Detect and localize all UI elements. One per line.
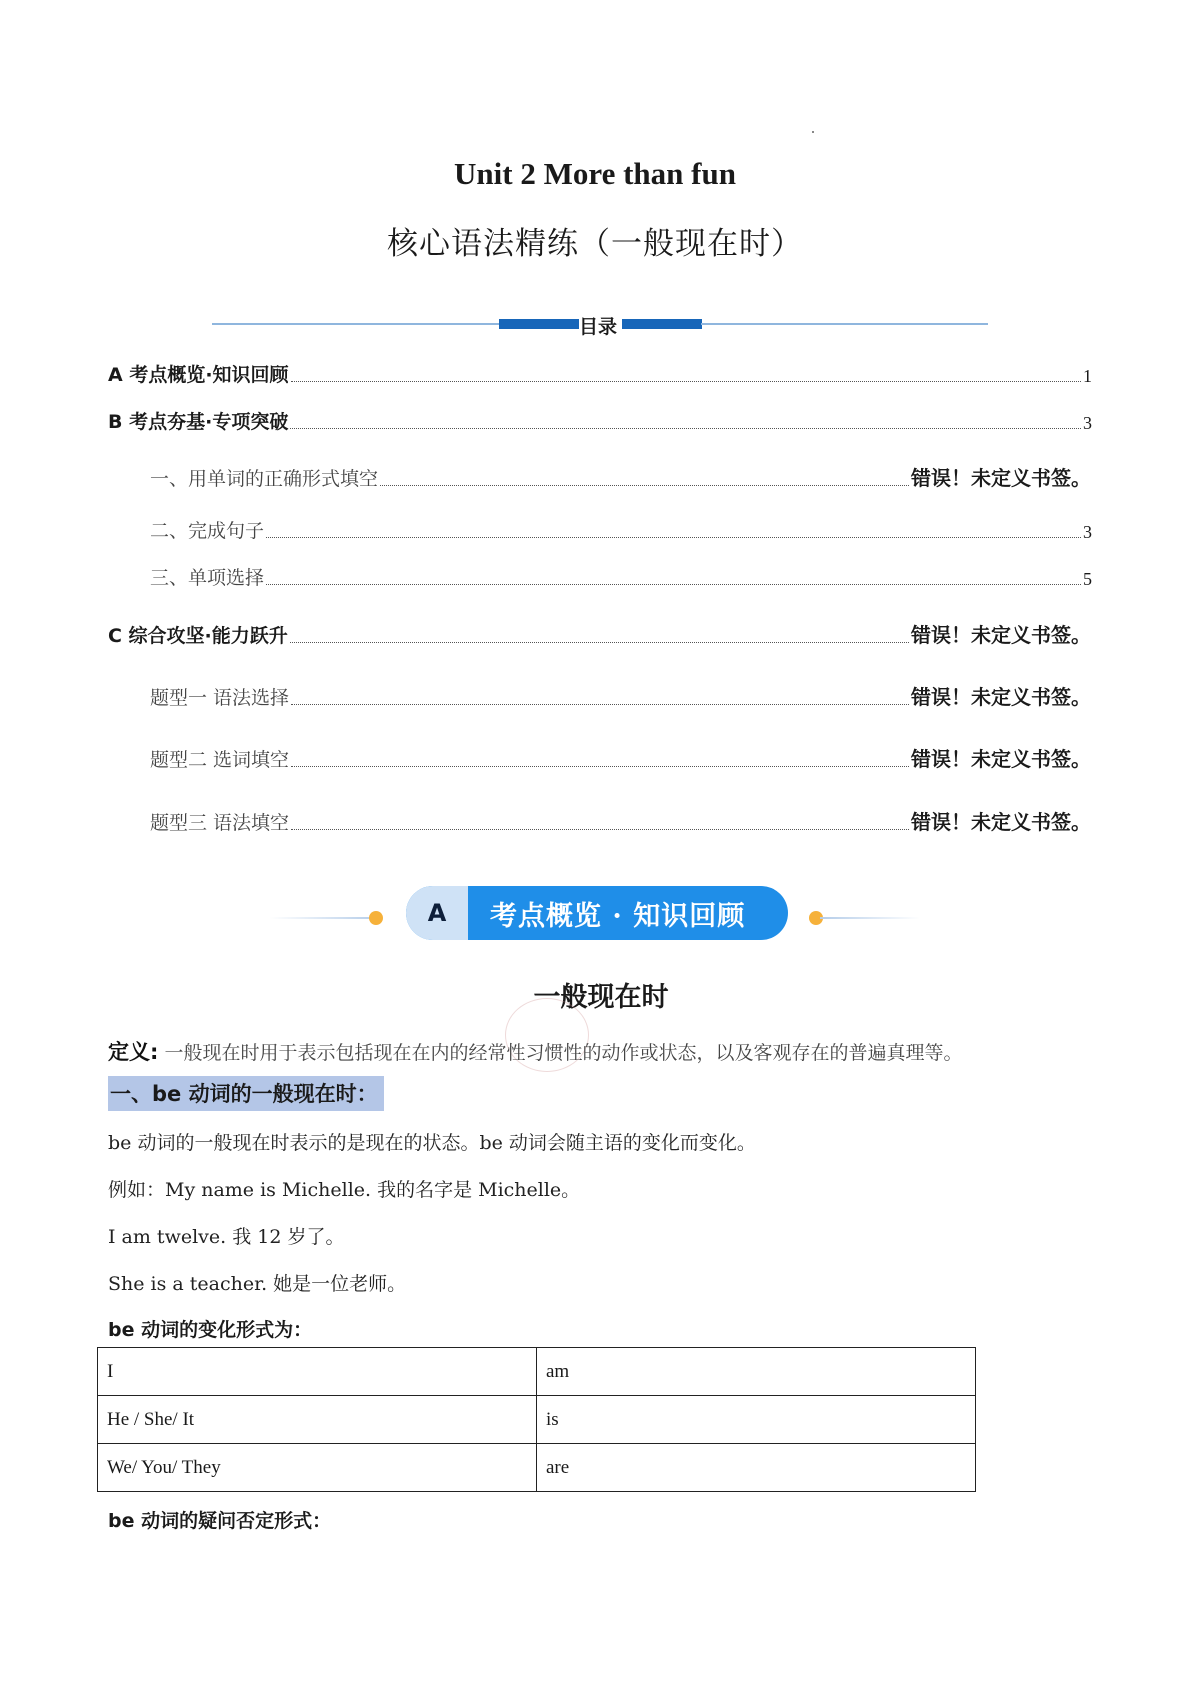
toc-leader: [290, 641, 909, 643]
toc-entry[interactable]: [108, 619, 1091, 648]
toc-divider-left: [212, 323, 500, 325]
toc-divider-right: [701, 323, 988, 325]
page-mark: [812, 131, 814, 133]
toc-entry[interactable]: [150, 462, 1091, 491]
table-cell: are: [537, 1444, 976, 1492]
toc-entry-page: 5: [1083, 569, 1092, 589]
toc-bar-right: [622, 319, 702, 329]
toc-entry-page: 3: [1083, 413, 1092, 433]
toc-bar-left: [499, 319, 579, 329]
toc-entry-label: 题型一 语法选择: [150, 687, 290, 709]
toc-leader: [266, 536, 1081, 538]
toc-entry-label: 一、用单词的正确形式填空: [150, 468, 379, 490]
table-row: [98, 1348, 976, 1396]
toc-entry-page: 错误！未定义书签。: [911, 685, 1091, 709]
definition-paragraph: [108, 1036, 962, 1066]
table-cell: I: [98, 1348, 537, 1396]
toc-leader: [266, 583, 1081, 585]
table-cell: am: [537, 1348, 976, 1396]
toc-entry-page: 错误！未定义书签。: [911, 810, 1091, 834]
section-banner-title: 考点概览 · 知识回顾: [490, 900, 746, 932]
toc-entry-label: 题型三 语法填空: [150, 812, 290, 834]
intro-paragraph: be 动词的一般现在时表示的是现在的状态。be 动词会随主语的变化而变化。: [108, 1132, 756, 1154]
toc-entry[interactable]: [150, 681, 1091, 710]
negative-forms-heading: be 动词的疑问否定形式：: [108, 1510, 332, 1532]
toc-entry-page: 错误！未定义书签。: [911, 466, 1091, 490]
toc-entry-label: 三、单项选择: [150, 567, 265, 589]
definition-label: 定义:: [108, 1040, 159, 1064]
toc-entry[interactable]: [150, 516, 1092, 543]
toc-entry[interactable]: [108, 407, 1092, 434]
subsection-heading: 一、be 动词的一般现在时：: [108, 1076, 384, 1111]
section-letter: A: [406, 886, 468, 940]
toc-entry-label: B 考点夯基·专项突破: [108, 411, 289, 433]
table-row: [98, 1396, 976, 1444]
definition-text: 一般现在时用于表示包括现在在内的经常性习惯性的动作或状态，以及客观存在的普遍真理等。: [164, 1042, 963, 1064]
section-heading: 一般现在时: [533, 982, 669, 1013]
toc-entry[interactable]: [150, 743, 1091, 772]
toc-leader: [291, 765, 909, 767]
toc-entry[interactable]: [108, 360, 1092, 387]
example-line: I am twelve. 我 12 岁了。: [108, 1226, 345, 1248]
document-subtitle: 核心语法精练（一般现在时）: [387, 226, 803, 262]
toc-entry-label: A 考点概览·知识回顾: [108, 364, 289, 386]
toc-entry-page: 3: [1083, 522, 1092, 542]
table-cell: He / She/ It: [98, 1396, 537, 1444]
banner-dot-left: [369, 911, 383, 925]
toc-entry-label: 题型二 选词填空: [150, 749, 290, 771]
section-banner: [406, 886, 788, 940]
banner-line-left: [270, 917, 378, 919]
toc-entry-page: 错误！未定义书签。: [911, 623, 1091, 647]
banner-line-right: [820, 917, 920, 919]
toc-leader: [290, 427, 1081, 429]
table-cell: We/ You/ They: [98, 1444, 537, 1492]
toc-leader: [291, 828, 909, 830]
toc-entry-page: 1: [1083, 366, 1092, 386]
example-line: 例如：My name is Michelle. 我的名字是 Michelle。: [108, 1179, 581, 1201]
toc-entry-label: 二、完成句子: [150, 520, 265, 542]
toc-leader: [380, 484, 909, 486]
be-forms-table: [97, 1347, 976, 1492]
toc-title: 目录: [578, 316, 617, 338]
toc-entry-label: C 综合攻坚·能力跃升: [108, 625, 288, 647]
toc-entry-page: 错误！未定义书签。: [911, 747, 1091, 771]
forms-heading: be 动词的变化形式为：: [108, 1319, 313, 1341]
toc-entry[interactable]: [150, 563, 1092, 590]
document-title: Unit 2 More than fun: [454, 156, 736, 191]
example-line: She is a teacher. 她是一位老师。: [108, 1273, 407, 1295]
toc-leader: [291, 380, 1081, 382]
table-cell: is: [537, 1396, 976, 1444]
toc-leader: [291, 703, 909, 705]
toc-entry[interactable]: [150, 806, 1091, 835]
table-row: [98, 1444, 976, 1492]
